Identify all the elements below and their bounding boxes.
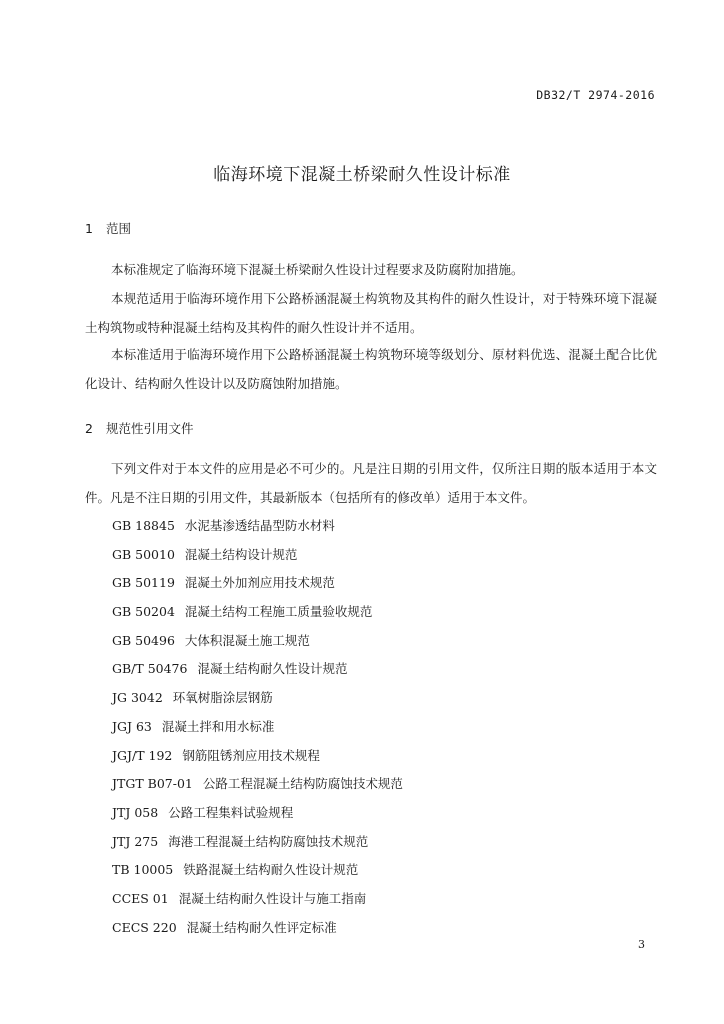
reference-item	[112, 598, 403, 627]
reference-code: CECS 220	[112, 919, 177, 935]
reference-name: 水泥基渗透结晶型防水材料	[184, 518, 335, 533]
reference-code: GB 18845	[112, 518, 175, 533]
reference-code: GB 50010	[112, 546, 175, 562]
reference-code: GB 50496	[112, 632, 175, 648]
reference-name: 公路工程集料试验规程	[168, 804, 294, 820]
reference-name: 公路工程混凝土结构防腐蚀技术规范	[202, 776, 403, 792]
section-1-number: 1	[85, 221, 93, 236]
section-1-paragraph-1: 本标准规定了临海环境下混凝土桥梁耐久性设计过程要求及防腐附加措施。	[111, 262, 524, 277]
reference-item	[112, 684, 403, 713]
reference-item	[112, 828, 403, 857]
reference-code: JG 3042	[112, 690, 163, 706]
reference-item	[112, 541, 403, 570]
reference-item	[112, 512, 403, 541]
section-1-paragraph-3: 本标准适用于临海环境作用下公路桥涵混凝土构筑物环境等级划分、原材料优选、混凝土配合比优化设计、结构耐久性设计以及防腐蚀附加措施。	[85, 347, 657, 391]
section-2-title: 规范性引用文件	[106, 421, 194, 436]
section-2-heading	[85, 419, 194, 437]
reference-code: GB 50204	[112, 604, 175, 620]
reference-code: TB 10005	[112, 862, 174, 878]
reference-name: 混凝土结构耐久性设计规范	[197, 661, 348, 677]
reference-code: JGJ 63	[112, 718, 152, 734]
reference-code: GB 50119	[112, 575, 175, 591]
reference-name: 混凝土结构耐久性设计与施工指南	[178, 890, 367, 906]
section-1-paragraph-2: 本规范适用于临海环境作用下公路桥涵混凝土构筑物及其构件的耐久性设计，对于特殊环境下混凝土构筑物或特种混凝土结构及其构件的耐久性设计并不适用。	[85, 291, 657, 335]
reference-name: 混凝土结构耐久性评定标准	[186, 919, 337, 935]
reference-name: 钢筋阻锈剂应用技术规程	[182, 747, 320, 763]
reference-code: JTJ 275	[112, 833, 159, 849]
section-2-paragraph-1: 下列文件对于本文件的应用是必不可少的。凡是注日期的引用文件，仅所注日期的版本适用于本文件。凡是不注日期的引用文件，其最新版本（包括所有的修改单）适用于本文件。	[85, 461, 657, 505]
reference-code: GB/T 50476	[112, 661, 188, 677]
reference-item	[112, 569, 403, 598]
reference-name: 大体积混凝土施工规范	[184, 632, 310, 648]
reference-item	[112, 742, 403, 771]
reference-code: JTGT B07-01	[112, 776, 193, 792]
reference-code: JTJ 058	[112, 804, 159, 820]
reference-name: 混凝土拌和用水标准	[161, 718, 275, 734]
reference-item	[112, 856, 403, 885]
standard-code: DB32/T 2974-2016	[536, 88, 655, 102]
reference-item	[112, 713, 403, 742]
reference-code: CCES 01	[112, 890, 169, 906]
section-2-number: 2	[85, 421, 93, 436]
reference-item	[112, 770, 403, 799]
reference-name: 混凝土结构工程施工质量验收规范	[184, 604, 373, 620]
reference-name: 铁路混凝土结构耐久性设计规范	[183, 862, 359, 878]
reference-item	[112, 914, 403, 943]
document-title: 临海环境下混凝土桥梁耐久性设计标准	[213, 165, 511, 185]
reference-code: JGJ/T 192	[112, 747, 173, 763]
section-1-heading	[85, 219, 131, 237]
reference-list	[112, 512, 403, 942]
page-number: 3	[638, 938, 645, 951]
section-1-title: 范围	[106, 221, 132, 236]
reference-name: 环氧树脂涂层钢筋	[172, 690, 273, 706]
reference-name: 海港工程混凝土结构防腐蚀技术规范	[168, 833, 369, 849]
reference-item	[112, 799, 403, 828]
reference-item	[112, 655, 403, 684]
reference-item	[112, 885, 403, 914]
reference-name: 混凝土结构设计规范	[184, 546, 298, 562]
reference-item	[112, 627, 403, 656]
reference-name: 混凝土外加剂应用技术规范	[184, 575, 335, 591]
